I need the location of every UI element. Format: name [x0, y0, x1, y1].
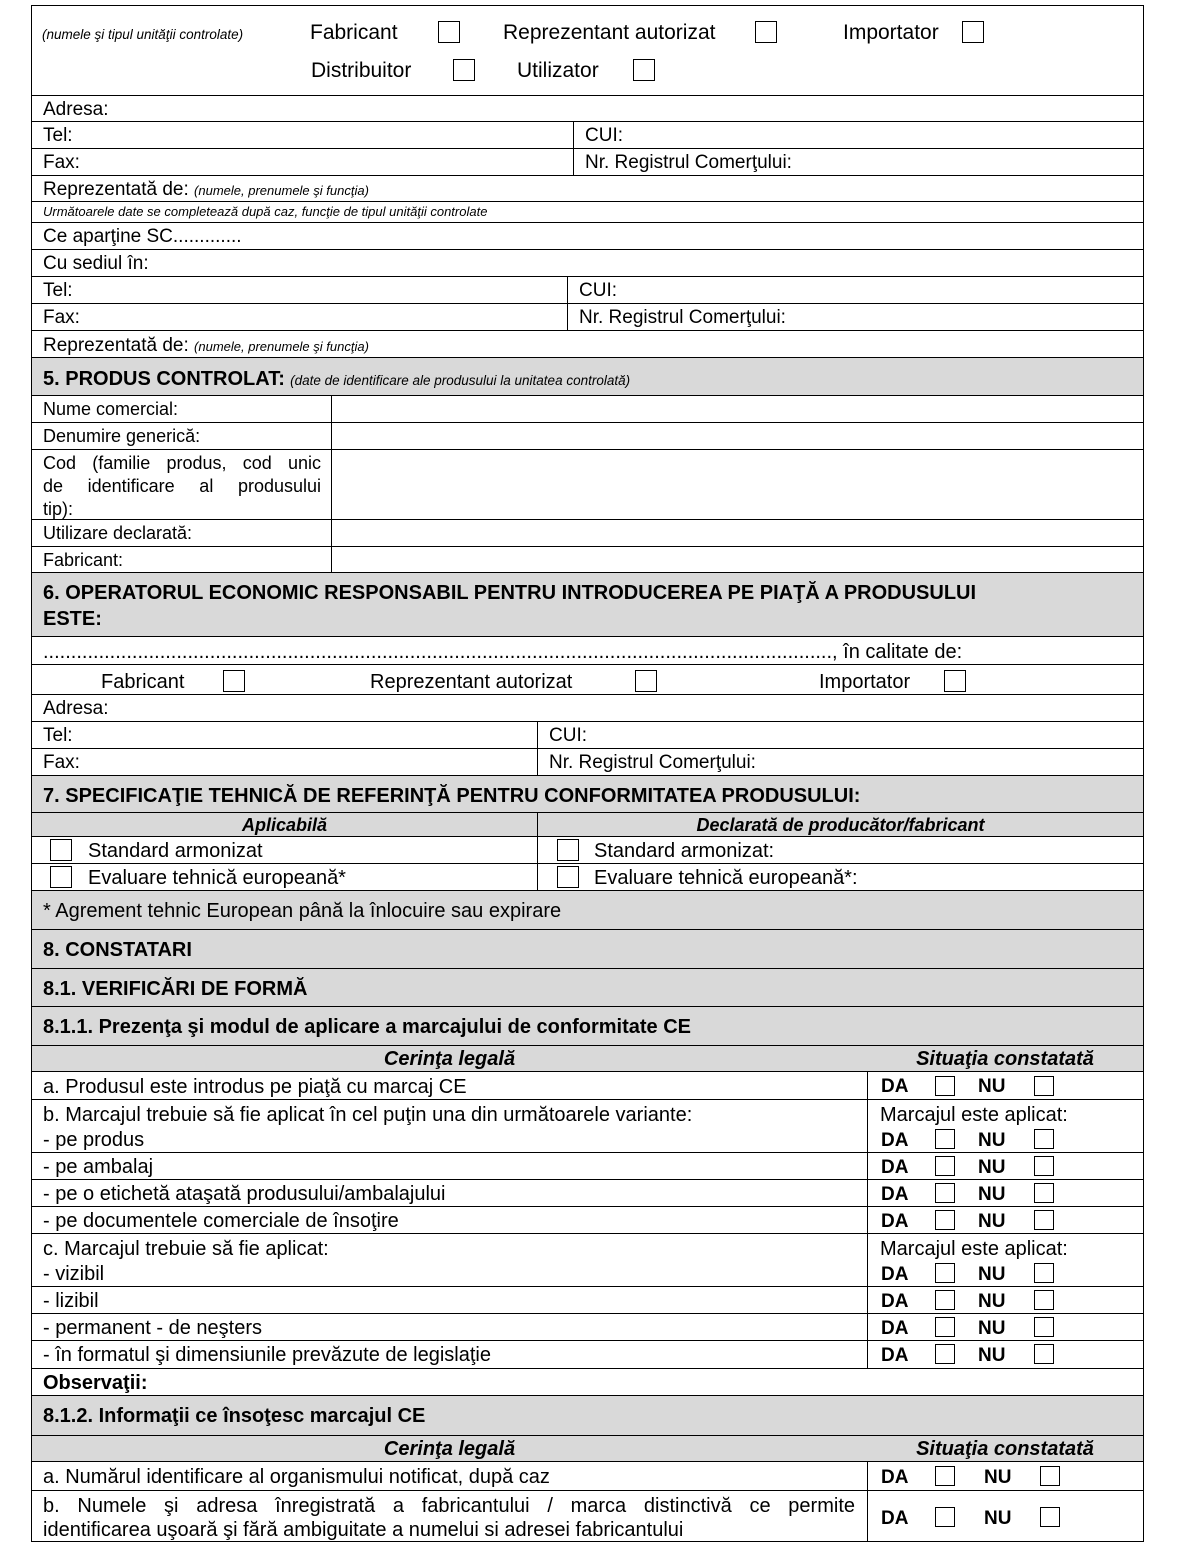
s81-title: 8.1. VERIFICĂRI DE FORMĂ [43, 978, 308, 1000]
s5-label-line: tip): [43, 499, 74, 519]
s7-col-right: Declarată de producător/fabricant [537, 813, 1143, 836]
s7-left-checkbox[interactable] [50, 866, 72, 889]
section6-title-line2: ESTE: [43, 608, 102, 630]
nu-label: NU [978, 1291, 1006, 1312]
s812-title: 8.1.2. Informaţii ce însoţesc marcajul CE [43, 1405, 426, 1427]
s6-operator-row[interactable] [32, 636, 1143, 664]
req-text: b. Numele şi adresa înregistrată a fabricantului / marca distinctivă ce permite [43, 1495, 855, 1517]
nu-checkbox[interactable] [1034, 1210, 1054, 1231]
section8-header [32, 929, 1143, 968]
s811-row-a [32, 1071, 1143, 1099]
address-row[interactable] [32, 95, 1143, 121]
distribuitor-checkbox[interactable] [453, 59, 475, 82]
cui-cell[interactable] [567, 277, 1143, 303]
req-text: - permanent - de neşters [43, 1317, 262, 1339]
da-checkbox[interactable] [935, 1210, 955, 1231]
reg-cell[interactable] [567, 304, 1143, 330]
reg-cell[interactable] [573, 149, 1143, 175]
s6-role-row [32, 664, 1143, 694]
s5-label-line: Cod (familie produs, cod unic [43, 453, 321, 473]
nu-checkbox[interactable] [1034, 1129, 1054, 1150]
fax-reg-row [32, 148, 1143, 175]
opt-reprezentant-label: Reprezentant autorizat [503, 21, 716, 44]
s7-right-cell [537, 837, 1143, 863]
s6-fax-reg-row [32, 748, 1143, 775]
nu-label: NU [978, 1318, 1006, 1339]
da-checkbox[interactable] [935, 1263, 955, 1284]
fax-label: Fax: [43, 152, 80, 173]
da-checkbox[interactable] [935, 1507, 955, 1528]
s811-row-c4 [32, 1340, 1143, 1368]
da-checkbox[interactable] [935, 1344, 955, 1365]
s6-reprezentant-checkbox[interactable] [635, 670, 657, 693]
answer-cell [867, 1462, 1143, 1490]
reprezentata-row-2[interactable] [32, 330, 1143, 357]
s7-left-checkbox[interactable] [50, 839, 72, 862]
s7-right-checkbox[interactable] [557, 839, 579, 862]
s5-label: Denumire generică: [43, 426, 201, 446]
da-checkbox[interactable] [935, 1076, 955, 1097]
s7-row-evaluare [32, 863, 1143, 890]
s6-address-row[interactable] [32, 694, 1143, 721]
reg-label: Nr. Registrul Comerţului: [549, 752, 756, 773]
da-label: DA [881, 1264, 909, 1285]
col-sit-header: Situaţia constatată [916, 1438, 1094, 1460]
answer-cell [867, 1234, 1143, 1286]
s5-value-cell[interactable] [331, 423, 1143, 449]
nu-checkbox[interactable] [1034, 1317, 1054, 1338]
opt-distribuitor-label: Distribuitor [311, 59, 412, 82]
s811-row-b4 [32, 1206, 1143, 1233]
reprezentata-row[interactable] [32, 175, 1143, 201]
s6-tel-cui-row [32, 721, 1143, 748]
answer-cell [867, 1180, 1143, 1206]
nu-label: NU [978, 1264, 1006, 1285]
nu-checkbox[interactable] [1034, 1156, 1054, 1177]
req-text: - pe o etichetă ataşată produsului/ambalajului [43, 1183, 446, 1205]
section6-header [32, 572, 1143, 636]
tel-label: Tel: [43, 725, 73, 746]
req-text: - pe produs [43, 1129, 145, 1151]
opt-importator-label: Importator [843, 21, 939, 44]
s7-right-cell [537, 864, 1143, 890]
fax-reg-row-2 [32, 303, 1143, 330]
nu-label: NU [978, 1184, 1006, 1205]
req-text: a. Numărul identificare al organismului notificat, după caz [43, 1466, 550, 1488]
s7-right-checkbox[interactable] [557, 866, 579, 889]
s811-row-c2 [32, 1286, 1143, 1313]
s5-row-nume [32, 395, 1143, 422]
s812-header [32, 1395, 1143, 1435]
da-checkbox[interactable] [935, 1156, 955, 1177]
req-text: - în formatul şi dimensiunile prevăzute de legislaţie [43, 1344, 491, 1366]
reg-label: Nr. Registrul Comerţului: [585, 152, 792, 173]
s7-footnote: * Agrement tehnic European până la înlocuire sau expirare [43, 900, 562, 922]
importator-checkbox[interactable] [962, 21, 984, 44]
s811-header [32, 1006, 1143, 1045]
s7-left-label: Evaluare tehnică europeană* [88, 867, 346, 889]
da-label: DA [881, 1291, 909, 1312]
req-text: b. Marcajul trebuie să fie aplicat în cel puţin una din următoarele variante: [43, 1104, 693, 1126]
s811-row-b2 [32, 1152, 1143, 1179]
s811-title: 8.1.1. Prezenţa şi modul de aplicare a marcajului de conformitate CE [43, 1016, 691, 1038]
opt-utilizator-label: Utilizator [517, 59, 599, 82]
s5-label: Nume comercial: [43, 399, 179, 419]
answer-cell [867, 1341, 1143, 1368]
utilizator-checkbox[interactable] [633, 59, 655, 82]
s5-label: Fabricant: [43, 550, 124, 570]
s811-row-b [32, 1099, 1143, 1152]
unit-hint: (numele şi tipul unităţii controlate) [42, 27, 244, 42]
s7-footnote-row [32, 890, 1143, 929]
apartine-label: Ce aparţine SC............. [43, 226, 242, 247]
note-text: Următoarele date se completează după caz, funcţie de tipul unităţii controlate [43, 204, 488, 219]
req-text: identificarea uşoară şi fără ambiguitate a numelui si adresei fabricantului [43, 1519, 684, 1541]
s811-row-c3 [32, 1313, 1143, 1340]
section5-header [32, 357, 1143, 395]
address-label: Adresa: [43, 99, 109, 120]
s6-fabricant-label: Fabricant [101, 671, 185, 693]
observatii-label: Observaţii: [43, 1372, 148, 1394]
answer-cell [867, 1153, 1143, 1179]
unit-type-row [32, 6, 1143, 95]
s7-col-headers [32, 812, 1143, 836]
col-sit-header: Situaţia constatată [916, 1048, 1094, 1070]
aplicat-label: Marcajul este aplicat: [880, 1238, 1068, 1260]
nu-checkbox[interactable] [1034, 1183, 1054, 1204]
s5-label-line: de identificare al produsului [43, 476, 321, 496]
tel-cui-row [32, 121, 1143, 148]
col-req-header: Cerinţa legală [383, 1438, 516, 1460]
s5-row-cod [32, 449, 1143, 519]
da-label: DA [881, 1157, 909, 1178]
s81-header [32, 968, 1143, 1006]
da-checkbox[interactable] [935, 1129, 955, 1150]
s812-row-b [32, 1490, 1143, 1542]
tel-label: Tel: [43, 280, 73, 301]
nu-label: NU [978, 1211, 1006, 1232]
da-checkbox[interactable] [935, 1183, 955, 1204]
nu-label: NU [984, 1508, 1012, 1529]
da-label: DA [881, 1130, 909, 1151]
answer-cell [867, 1491, 1143, 1542]
s811-row-b3 [32, 1179, 1143, 1206]
s811-row-c [32, 1233, 1143, 1286]
reg-cell[interactable] [537, 749, 1143, 775]
s6-dotted-line: .............................................................................................................................................., în calitate de: [43, 641, 963, 663]
s7-row-standard [32, 836, 1143, 863]
reg-label: Nr. Registrul Comerţului: [579, 307, 786, 328]
s811-col-headers [32, 1045, 1143, 1071]
note-row [32, 201, 1143, 222]
da-checkbox[interactable] [935, 1317, 955, 1338]
apartine-row[interactable] [32, 222, 1143, 249]
s5-row-utilizare [32, 519, 1143, 546]
reprezentata-label: Reprezentată de: (numele, prenumele şi funcţia) [43, 179, 369, 200]
s5-row-fabricant [32, 546, 1143, 572]
s5-value-cell[interactable] [331, 547, 1143, 572]
da-label: DA [881, 1467, 909, 1488]
da-checkbox[interactable] [935, 1466, 955, 1487]
s5-row-denumire [32, 422, 1143, 449]
answer-cell [867, 1100, 1143, 1152]
da-label: DA [881, 1184, 909, 1205]
reprezentata-label: Reprezentată de: (numele, prenumele şi funcţia) [43, 335, 369, 356]
cui-label: CUI: [585, 125, 623, 146]
cui-label: CUI: [579, 280, 617, 301]
col-req-header: Cerinţa legală [383, 1048, 516, 1070]
nu-label: NU [984, 1467, 1012, 1488]
nu-checkbox[interactable] [1034, 1263, 1054, 1284]
da-label: DA [881, 1211, 909, 1232]
req-text: - vizibil [43, 1263, 105, 1285]
cui-label: CUI: [549, 725, 587, 746]
req-text: c. Marcajul trebuie să fie aplicat: [43, 1238, 329, 1260]
cui-cell[interactable] [537, 722, 1143, 748]
nu-label: NU [978, 1345, 1006, 1366]
da-label: DA [881, 1318, 909, 1339]
s812-row-a [32, 1461, 1143, 1490]
s7-col-left: Aplicabilă [241, 815, 328, 835]
section7-title: 7. SPECIFICAŢIE TEHNICĂ DE REFERINŢĂ PENTRU CONFORMITATEA PRODUSULUI: [43, 785, 861, 807]
address-label: Adresa: [43, 698, 109, 719]
req-text: a. Produsul este introdus pe piaţă cu marcaj CE [43, 1076, 467, 1098]
sediu-row[interactable] [32, 249, 1143, 276]
fax-label: Fax: [43, 752, 80, 773]
form-page [31, 5, 1144, 1542]
req-text: - pe documentele comerciale de însoţire [43, 1210, 399, 1232]
answer-cell [867, 1314, 1143, 1340]
req-text: - lizibil [43, 1290, 99, 1312]
cui-cell[interactable] [573, 122, 1143, 148]
s5-value-cell[interactable] [331, 450, 1143, 519]
fax-label: Fax: [43, 307, 80, 328]
req-text: - pe ambalaj [43, 1156, 154, 1178]
da-label: DA [881, 1076, 909, 1097]
nu-checkbox[interactable] [1034, 1290, 1054, 1311]
fabricant-checkbox[interactable] [438, 21, 460, 44]
nu-checkbox[interactable] [1034, 1076, 1054, 1097]
s6-reprezentant-label: Reprezentant autorizat [370, 671, 573, 693]
nu-label: NU [978, 1157, 1006, 1178]
nu-label: NU [978, 1130, 1006, 1151]
section8-title: 8. CONSTATARI [43, 939, 192, 961]
section5-title: 5. PRODUS CONTROLAT: (date de identificare ale produsului la unitatea controlată) [43, 368, 631, 390]
section7-header [32, 775, 1143, 812]
observatii-row[interactable] [32, 1368, 1143, 1395]
s5-value-cell[interactable] [331, 520, 1143, 546]
da-label: DA [881, 1345, 909, 1366]
opt-fabricant-label: Fabricant [310, 21, 398, 44]
tel-label: Tel: [43, 125, 73, 146]
s5-label: Utilizare declarată: [43, 523, 193, 543]
s6-importator-label: Importator [819, 671, 911, 693]
nu-checkbox[interactable] [1034, 1344, 1054, 1365]
answer-cell [867, 1072, 1143, 1099]
answer-cell [867, 1207, 1143, 1233]
s6-importator-checkbox[interactable] [944, 670, 966, 693]
tel-cui-row-2 [32, 276, 1143, 303]
s5-value-cell[interactable] [331, 396, 1143, 422]
nu-checkbox[interactable] [1040, 1507, 1060, 1528]
aplicat-label: Marcajul este aplicat: [880, 1104, 1068, 1126]
da-label: DA [881, 1508, 909, 1529]
s7-right-label: Standard armonizat: [594, 840, 775, 862]
nu-label: NU [978, 1076, 1006, 1097]
reprezentant-checkbox[interactable] [755, 21, 777, 44]
answer-cell [867, 1287, 1143, 1313]
s6-fabricant-checkbox[interactable] [223, 670, 245, 693]
s812-col-headers [32, 1435, 1143, 1461]
section6-title-line1: 6. OPERATORUL ECONOMIC RESPONSABIL PENTRU INTRODUCEREA PE PIAŢĂ A PRODUSULUI [43, 582, 977, 604]
s7-right-label: Evaluare tehnică europeană*: [594, 867, 858, 889]
sediu-label: Cu sediul în: [43, 253, 149, 274]
da-checkbox[interactable] [935, 1290, 955, 1311]
s7-left-label: Standard armonizat [88, 840, 263, 862]
nu-checkbox[interactable] [1040, 1466, 1060, 1487]
